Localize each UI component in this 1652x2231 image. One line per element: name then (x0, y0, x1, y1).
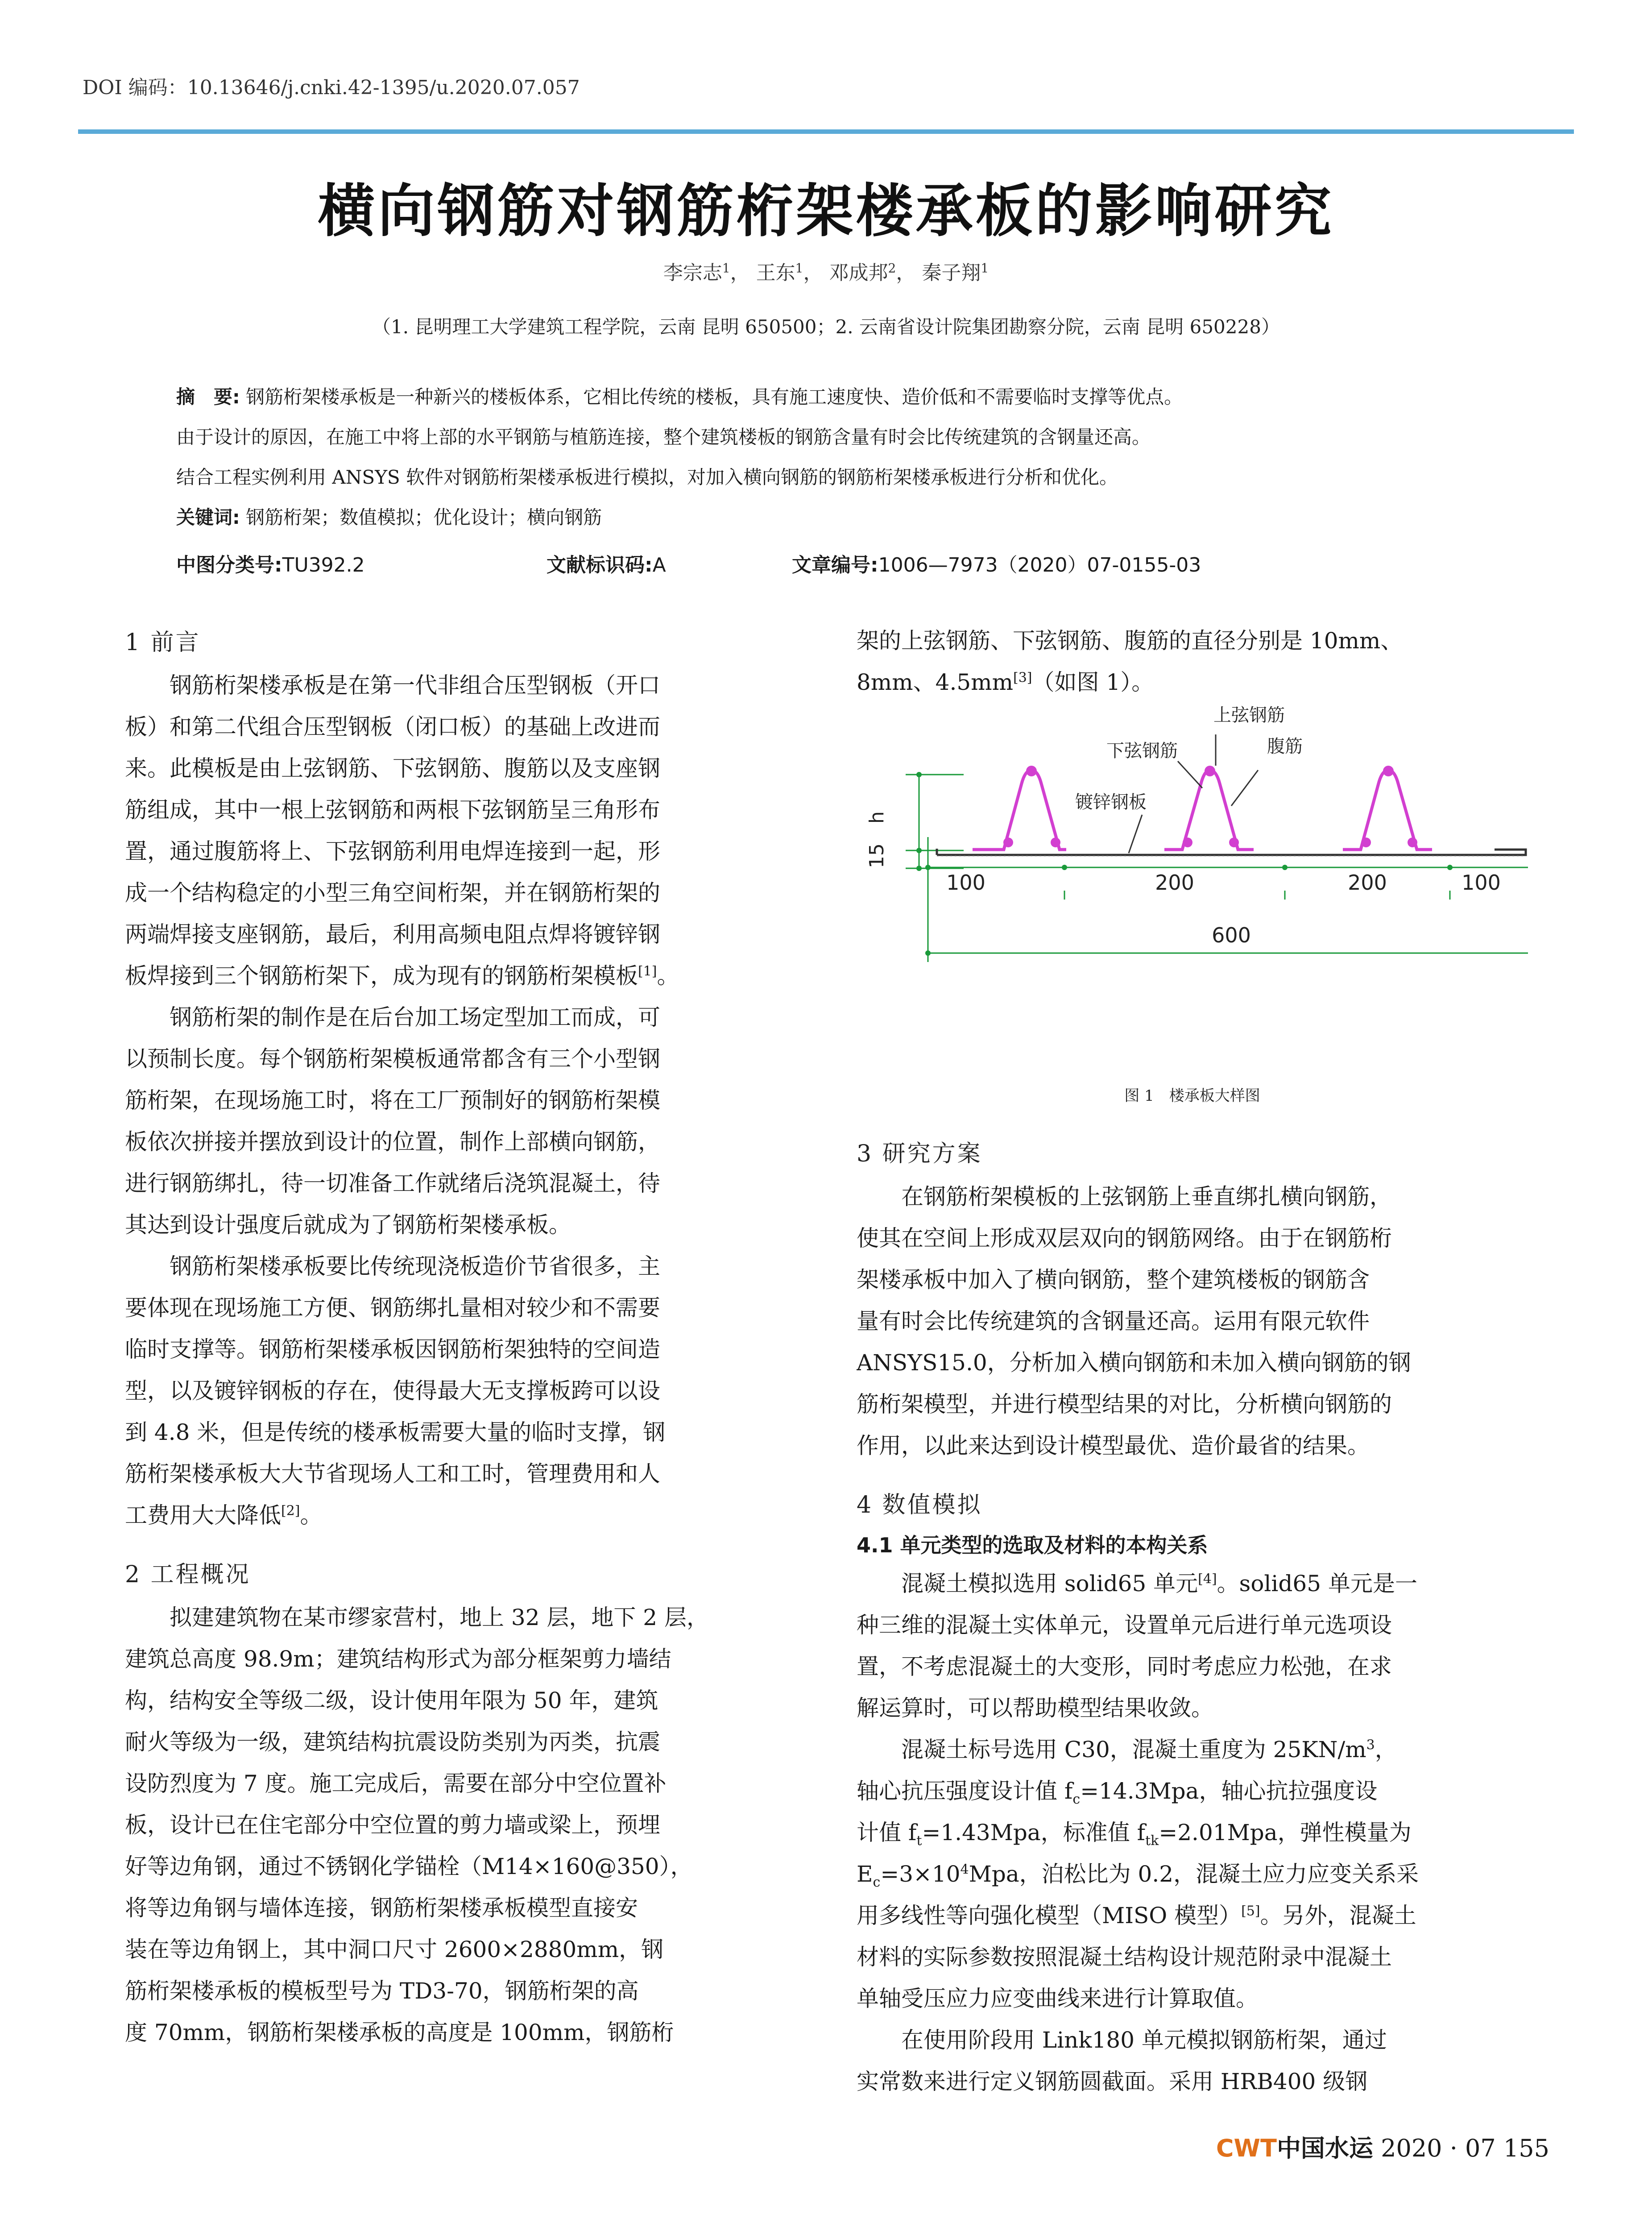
deck-detail-diagram (857, 703, 1528, 1082)
rebar-dots (1003, 766, 1417, 847)
paragraph: 混凝土模拟选用 solid65 单元[4]。solid65 单元是一 种三维的混凝土实体单元，设置单元后进行单元选项设 置，不考虑混凝土的大变形，同时考虑应力松弛，在求 解运算时，可以帮助模型结果收敛。 (857, 1571, 1417, 1721)
truss-1 (973, 770, 1066, 850)
author-affil-mark: 1 (722, 261, 730, 276)
label-bottom-chord: 下弦钢筋 (1106, 741, 1178, 761)
page-number: 155 (1503, 2134, 1549, 2162)
paragraph: 混凝土标号选用 C30，混凝土重度为 $25KN/m^3$， 轴心抗压强度设计值 $f_c=14.3Mpa$，轴心抗拉强度设 计值 $f_t=1.43Mpa$，标准值 $f_{tk}=2.01Mpa$，弹性模量为 $E_c=3\times 10^4Mpa$，泊松比为 0.2，混凝土应力应变关系采 用多线性等向强化模型（MISO 模型）[5]。另外，混凝土 材料的实际参数按照混凝土结构设计规范附录中混凝土 单轴受压应力应变曲线来进行计算取值。 (857, 1737, 1419, 2011)
dim-tick (916, 772, 922, 777)
author-affil-mark: 2 (888, 261, 896, 276)
dim-tick (916, 866, 922, 871)
abstract-line: 结合工程实例利用 ANSYS 软件对钢筋桁架楼承板进行模拟，对加入横向钢筋的钢筋桁架楼承板进行分析和优化。 (176, 466, 1118, 488)
bottom-chord-rebar (1003, 838, 1013, 847)
top-chord-rebar (1383, 766, 1394, 776)
dim-tick (1282, 865, 1288, 870)
dim-label: 200 (1155, 871, 1194, 895)
keywords: 钢筋桁架；数值模拟；优化设计；横向钢筋 (246, 506, 602, 528)
paragraph: 钢筋桁架的制作是在后台加工场定型加工而成，可 以预制长度。每个钢筋桁架模板通常都含有三个小型钢 筋桁架，在现场施工时，将在工厂预制好的钢筋桁架模 板依次拼接并摆放到设计的位置，制作上部横向钢筋， 进行钢筋绑扎，待一切准备工作就绪后浇筑混凝土，待 其达到设计强度后就成为了钢筋桁架楼承板。 (125, 1004, 660, 1238)
paragraph: 钢筋桁架楼承板要比传统现浇板造价节省很多，主 要体现在现场施工方便、钢筋绑扎量相对较少和不需要 临时支撑等。钢筋桁架楼承板因钢筋桁架独特的空间造 型，以及镀锌钢板的存在，使得最大无支撑板跨可以设 到 4.8 米，但是传统的楼承板需要大量的临时支撑，钢 筋桁架楼承板大大节省现场人工和工时，管理费用和人 工费用大大降低[2]。 (125, 1253, 666, 1528)
abstract-line: 摘 要: 钢筋桁架楼承板是一种新兴的楼板体系，它相比传统的楼板，具有施工速度快、造价低和不需要临时支撑等优点。 (176, 386, 1183, 408)
journal-name: 中国水运 (1276, 2134, 1373, 2162)
dim-label: 100 (946, 871, 985, 895)
label-web: 腹筋 (1267, 736, 1303, 757)
section-heading: 3 研究方案 (857, 1140, 982, 1167)
header-rule (78, 129, 1574, 134)
paragraph: 在使用阶段用 Link180 单元模拟钢筋桁架，通过 实常数来进行定义钢筋圆截面。采用 HRB400 级钢 (857, 2027, 1387, 2094)
abstract-block (176, 377, 1492, 538)
left-column (125, 620, 794, 2053)
paragraph: 拟建建筑物在某市缪家营村，地上 32 层，地下 2 层， 建筑总高度 98.9m；建筑结构形式为部分框架剪力墙结 构，结构安全等级二级，设计使用年限为 50 年，建筑 耐火等级为一级，建筑结构抗震设防类别为丙类，抗震 设防烈度为 7 度。施工完成后，需要在部分中空位置补 板，设计已在住宅部分中空位置的剪力墙或梁上，预埋 好等边角钢，通过不锈钢化学锚栓（M14×160@350）， 将等边角钢与墙体连接，钢筋桁架楼承板模型直接安 装在等边角钢上，其中洞口尺寸 2600×2880mm，钢 筋桁架楼承板的模板型号为 TD3-70，钢筋桁架的高 度 70mm，钢筋桁架楼承板的高度是 100mm，钢筋桁 (125, 1605, 709, 2045)
author-name: 邓成邦 (829, 261, 888, 284)
figure-caption: 图 1 楼承板大样图 (1124, 1087, 1260, 1105)
abstract-label: 摘 要: (176, 386, 240, 408)
author-name: 王东 (756, 261, 795, 284)
citation-ref: [2] (281, 1503, 300, 1519)
author-affil-mark: 1 (795, 261, 803, 276)
top-chord-rebar (1026, 766, 1037, 776)
bottom-chord-rebar (1051, 838, 1060, 847)
dim-tick (925, 950, 931, 956)
citation-ref: [4] (1198, 1571, 1217, 1587)
dim-tick (1062, 865, 1067, 870)
author-list: 李宗志$^1$， 王东$^1$， 邓成邦$^2$， 秦子翔$^1$ (663, 261, 989, 284)
author-name: 秦子翔 (922, 261, 981, 284)
truss-2 (1164, 770, 1254, 850)
citation-ref: [1] (638, 963, 657, 979)
affiliations: （1. 昆明理工大学建筑工程学院，云南 昆明 650500；2. 云南省设计院集团勘察分院，云南 昆明 650228） (372, 316, 1280, 338)
author-name: 李宗志 (663, 261, 722, 284)
dim-total-label: 600 (1212, 923, 1251, 947)
paragraph: 在钢筋桁架模板的上弦钢筋上垂直绑扎横向钢筋， 使其在空间上形成双层双向的钢筋网络。由于在钢筋桁 架楼承板中加入了横向钢筋，整个建筑楼板的钢筋含 量有时会比传统建筑的含钢量还高。运用有限元软件 ANSYS15.0，分析加入横向钢筋和未加入横向钢筋的钢 筋桁架模型，并进行模型结果的对比，分析横向钢筋的 作用，以此来达到设计模型最优、造价最省的结果。 (857, 1184, 1411, 1459)
label-15: 15 (865, 843, 888, 868)
doc-code-item: 文献标识码:A (547, 554, 666, 576)
bottom-chord-rebar (1408, 838, 1417, 847)
page-footer (1216, 2129, 1549, 2164)
truss-3 (1343, 770, 1432, 850)
keywords-line (176, 498, 1492, 538)
keywords-label: 关键词: (176, 506, 240, 528)
galvanized-plate (937, 849, 1526, 855)
right-column (857, 620, 1528, 2102)
subsection-heading: 4.1 单元类型的选取及材料的本构关系 (857, 1533, 1208, 1557)
dim-tick (925, 865, 931, 870)
issue: 2020 · 07 (1381, 2134, 1496, 2162)
label-top-chord: 上弦钢筋 (1213, 705, 1285, 726)
paragraph: 架的上弦钢筋、下弦钢筋、腹筋的直径分别是 10mm、 8mm、4.5mm[3]（如图 1）。 (857, 628, 1403, 695)
label-h: h (865, 811, 888, 824)
citation-ref: [5] (1241, 1903, 1260, 1919)
figure-1 (857, 703, 1528, 1082)
dim-label: 200 (1348, 871, 1387, 895)
label-galv-plate: 镀锌钢板 (1075, 792, 1147, 813)
classification-line (176, 549, 1492, 580)
dim-tick (1447, 865, 1453, 870)
dim-tick (916, 848, 922, 853)
journal-logo-cwt: CWT (1216, 2134, 1277, 2162)
doi-line: DOI 编码：10.13646/j.cnki.42-1395/u.2020.07.057 (83, 76, 580, 99)
bottom-chord-rebar (1183, 838, 1192, 847)
citation-ref: [3] (1013, 670, 1032, 686)
article-no-item: 文章编号:1006—7973（2020）07-0155-03 (792, 554, 1201, 576)
top-chord-rebar (1205, 766, 1215, 776)
truss-webs (973, 770, 1432, 850)
bottom-chord-rebar (1229, 838, 1239, 847)
paragraph: 钢筋桁架楼承板是在第一代非组合压型钢板（开口 板）和第二代组合压型钢板（闭口板）的基础上改进而 来。此模板是由上弦钢筋、下弦钢筋、腹筋以及支座钢 筋组成，其中一根上弦钢筋和两根下弦钢筋呈三角形布 置，通过腹筋将上、下弦钢筋利用电焊连接到一起，形 成一个结构稳定的小型三角空间桁架，并在钢筋桁架的 两端焊接支座钢筋，最后，利用高频电阻点焊将镀锌钢 板焊接到三个钢筋桁架下，成为现有的钢筋桁架模板[1]。 (125, 672, 679, 989)
section-heading: 4 数值模拟 (857, 1492, 982, 1518)
paper-title: 横向钢筋对钢筋桁架楼承板的影响研究 (318, 178, 1334, 245)
clc-item: 中图分类号:TU392.2 (176, 554, 365, 576)
section-heading: 2 工程概况 (125, 1561, 251, 1588)
dim-label: 100 (1462, 871, 1501, 895)
abstract-line: 由于设计的原因，在施工中将上部的水平钢筋与植筋连接，整个建筑楼板的钢筋含量有时会比传统建筑的含钢量还高。 (176, 426, 1151, 448)
bottom-chord-rebar (1361, 838, 1371, 847)
author-affil-mark: 1 (981, 261, 989, 276)
section-heading: 1 前言 (125, 629, 201, 656)
